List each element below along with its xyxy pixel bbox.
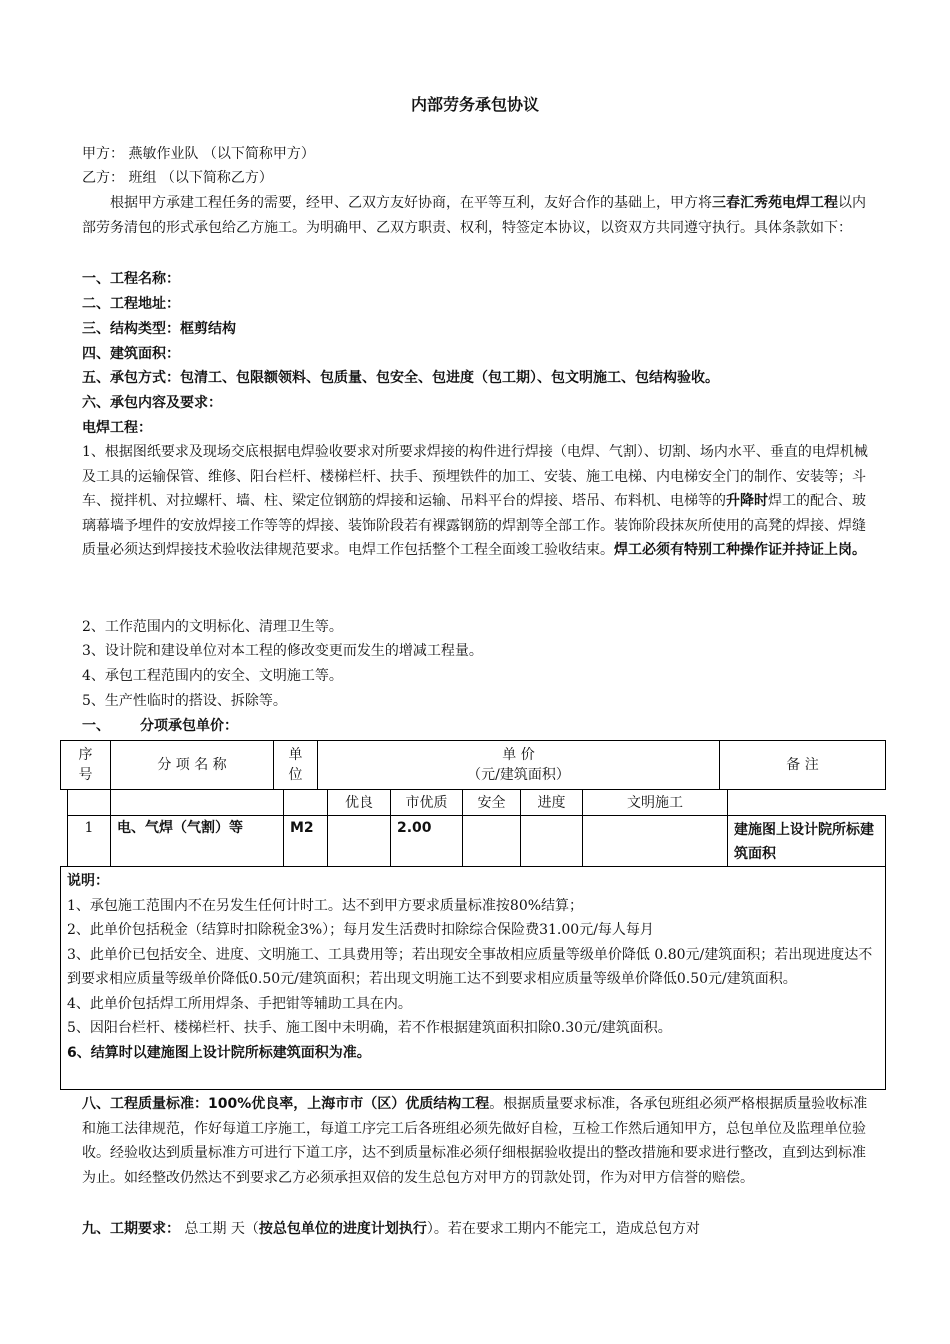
section-structure-type: 三、结构类型：框剪结构: [82, 321, 236, 337]
sub-empty-name: [110, 789, 284, 816]
row-1-jindu: [520, 815, 583, 867]
note-5: 5、因阳台栏杆、楼梯栏杆、扶手、施工图中未明确，若不作根据建筑面积扣除0.30元/建筑面积。: [67, 1020, 672, 1036]
section-project-name: 一、工程名称：: [82, 271, 180, 287]
note-4: 4、此单价包括焊工所用焊条、手把钳等辅助工具在内。: [67, 995, 412, 1012]
schedule-text-b: ）。若在要求工期内不能完工，造成总包方对: [426, 1221, 700, 1237]
sub-col-youliang: 优良: [327, 789, 391, 816]
sub-empty-unit: [283, 789, 328, 816]
welding-item-1: [82, 440, 872, 563]
row-1-no: 1: [67, 815, 111, 867]
row-1-remark: 建施图上设计院所标建筑面积: [727, 815, 886, 867]
section-building-area: 四、建筑面积：: [82, 346, 180, 362]
schedule-line: [82, 1217, 700, 1241]
row-1-unit: M2: [283, 815, 328, 867]
notes-heading: 说明：: [67, 873, 109, 889]
intro-text-1: 根据甲方承建工程任务的需要，经甲、乙双方友好协商，在平等互利，友好合作的基础上，甲方将: [110, 195, 712, 211]
th-price: [317, 740, 720, 790]
note-2: 2、此单价包括税金（结算时扣除税金3%）；每月发生活费时扣除综合保险费31.00元/每人每月: [67, 922, 654, 938]
section-unit-price-number: 一、: [82, 718, 110, 734]
th-price-label: 单 价: [502, 747, 535, 763]
note-6: 6、结算时以建施图上设计院所标建筑面积为准。: [67, 1044, 371, 1061]
row-1-youliang: [327, 815, 391, 867]
sub-empty-no: [67, 789, 111, 816]
welding-item-4: 4、承包工程范围内的安全、文明施工等。: [82, 668, 343, 684]
welding-item-5: 5、生产性临时的搭设、拆除等。: [82, 693, 287, 709]
section-contract-method: 五、承包方式：包清工、包限额领料、包质量、包安全、包进度（包工期）、包文明施工、包结构验收。: [82, 370, 719, 386]
sub-col-shiyouzhi: 市优质: [390, 789, 463, 816]
row-1-shiyouzhi: 2.00: [390, 815, 463, 867]
quality-standard-paragraph: [82, 1092, 868, 1190]
row-1-wenming: [582, 815, 728, 867]
note-1: 1、承包施工范围内不在另发生任何计时工。达不到甲方要求质量标准按80%结算；: [67, 897, 584, 914]
welding-item-2: 2、工作范围内的文明标化、清理卫生等。: [82, 619, 343, 635]
notes-box: [60, 866, 886, 1090]
row-1-anquan: [462, 815, 521, 867]
sub-col-jindu: 进度: [520, 789, 583, 816]
document-title: 内部劳务承包协议: [410, 95, 539, 114]
th-no: [60, 740, 111, 790]
sub-col-anquan: 安全: [462, 789, 521, 816]
quality-standard-label: 八、工程质量标准：100%优良率，上海市市（区）优质结构工程: [82, 1096, 490, 1112]
welding-item-3: 3、设计院和建设单位对本工程的修改变更而发生的增减工程量。: [82, 643, 483, 659]
quality-standard-text: 。根据质量要求标准，各承包班组必须严格根据质量验收标准和施工法律规范，作好每道工序施工，每道工序完工后各班组必须先做好自检，互检工作然后通知甲方，总包单位及监理单位验收。经验收达到质量标准方可进行下道工序，达不到质量标准必须仔细根据验收提出的整改措施和要求进行整改，直到达到标准为止。如经整改仍然达不到要求乙方必须承担双倍的发生总包方对甲方的罚款处罚，作为对甲方信誉的赔偿。: [82, 1096, 868, 1186]
th-price-unit: （元/建筑面积）: [467, 767, 570, 783]
row-1-name: 电、气焊（气割）等: [110, 815, 284, 867]
item1-bold-2: 焊工必须有特别工种操作证并持证上岗。: [614, 542, 866, 558]
sub-col-wenming: 文明施工: [582, 789, 728, 816]
party-a-line: 甲方： 燕敏作业队 （以下简称甲方）: [82, 146, 315, 162]
intro-text-2: 以内部劳务清包的形式承包给乙方施工。为明确甲、乙双方职责、权利，特签定本协议，以资双方共同遵守执行。具体条款如下：: [82, 195, 866, 236]
th-remark: 备 注: [719, 740, 886, 790]
section-project-address: 二、工程地址：: [82, 296, 180, 312]
item1-text-b: 焊工的配合、玻璃幕墙予埋件的安放焊接工作等等的焊接、装饰阶段若有裸露钢筋的焊割等全部工作。装饰阶段抹灰所使用的高凳的焊接、焊缝质量必须达到焊接技术验收法律规范要求。电焊工作包括整个工程全面竣工验收结束。: [82, 493, 866, 558]
welding-heading: 电焊工程：: [82, 420, 152, 436]
note-3: 3、此单价已包括安全、进度、文明施工、工具费用等；若出现安全事故相应质量等级单价降低 0.80元/建筑面积；若出现进度达不到要求相应质量等级单价降低0.50元/建筑面积；若出现文明施工达不到要求相应质量等级单价降低0.50元/建筑面积。: [67, 946, 873, 987]
schedule-bold: 按总包单位的进度计划执行: [258, 1221, 427, 1237]
section-unit-price-label: 分项承包单价：: [140, 718, 238, 734]
section-contract-content: 六、承包内容及要求：: [82, 395, 222, 411]
th-name: 分 项 名 称: [110, 740, 274, 790]
th-unit: [273, 740, 318, 790]
schedule-label: 九、工期要求：: [82, 1221, 180, 1237]
th-unit-label: 单位: [288, 747, 303, 783]
party-b-line: 乙方： 班组 （以下简称乙方）: [82, 170, 273, 186]
schedule-text-a: 总工期 天（: [180, 1221, 259, 1237]
intro-project-name: 三春汇秀苑电焊工程: [712, 195, 838, 211]
item1-bold-1: 升降时: [726, 493, 768, 509]
th-no-label: 序号: [78, 747, 93, 783]
intro-paragraph: [82, 191, 872, 240]
item1-text-a: 1、根据图纸要求及现场交底根据电焊验收要求对所要求焊接的构件进行焊接（电焊、气割）、切割、场内水平、垂直的电焊机械及工具的运输保管、维修、阳台栏杆、楼梯栏杆、扶手、预埋铁件的加工、安装、施工电梯、内电梯安全门的制作、安装等；斗车、搅拌机、对拉螺杆、墙、柱、梁定位钢筋的焊接和运输、吊料平台的焊接、塔吊、布料机、电梯等的: [82, 444, 868, 509]
